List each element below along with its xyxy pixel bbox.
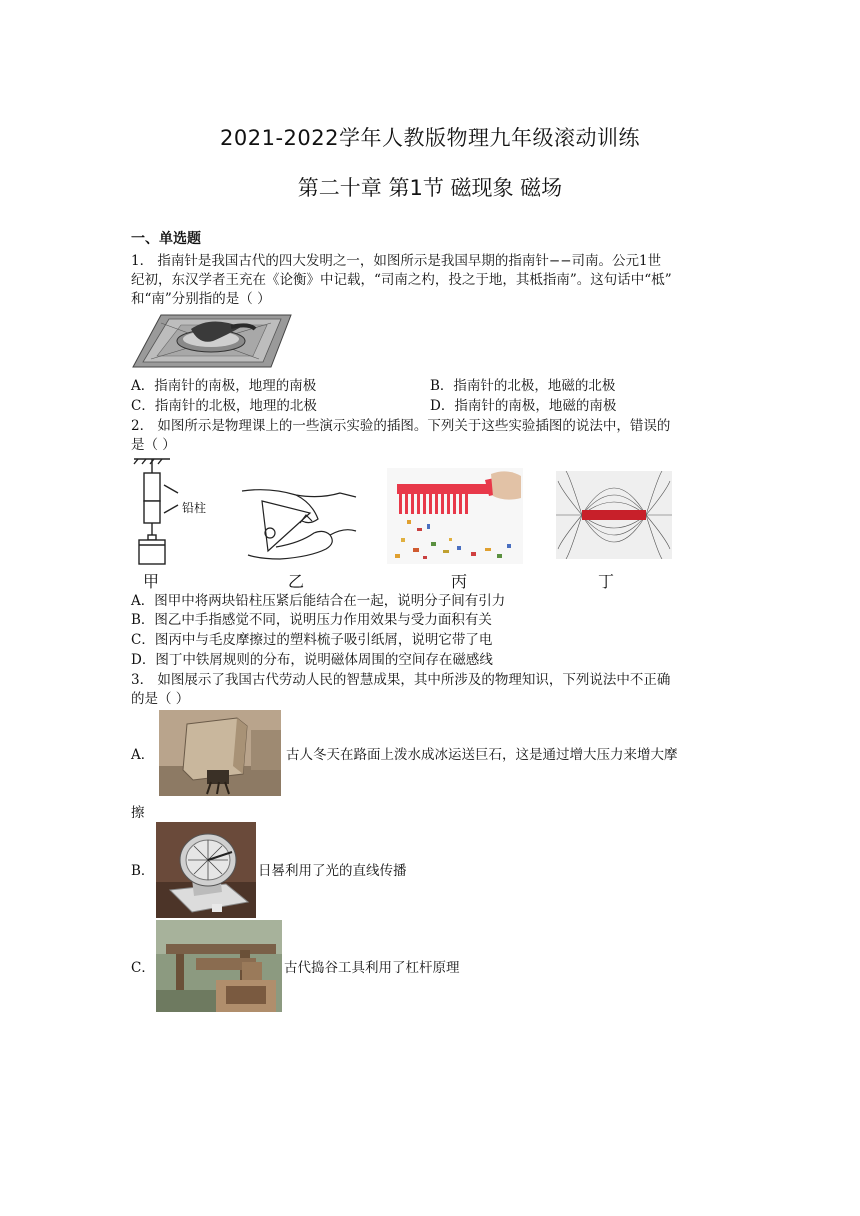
figure-caption-jia: 甲: [143, 572, 160, 591]
q1-line-1: 1． 指南针是我国古代的四大发明之一，如图所示是我国早期的指南针−−司南。公元1世: [131, 253, 662, 269]
q3-option-c-label[interactable]: C．: [131, 960, 155, 976]
figure-caption-ding: 丁: [598, 572, 615, 591]
comb-paper-figure: [387, 468, 523, 564]
hand-triangle-figure: [240, 485, 358, 565]
magnet-iron-filings-figure: [556, 471, 672, 559]
q3-option-b-label[interactable]: B．: [131, 863, 155, 879]
q2-option-c[interactable]: C．图丙中与毛皮摩擦过的塑料梳子吸引纸屑，说明它带了电: [131, 632, 493, 648]
lead-cylinders-figure: [128, 455, 228, 570]
q2-line-2: 是（ ）: [131, 437, 176, 453]
document-subtitle: 第二十章 第1节 磁现象 磁场: [297, 176, 563, 200]
q2-option-b[interactable]: B．图乙中手指感觉不同，说明压力作用效果与受力面积有关: [131, 612, 492, 628]
q2-option-d[interactable]: D．图丁中铁屑规则的分布，说明磁体周围的空间存在磁感线: [131, 652, 493, 668]
q1-line-3: 和“南”分别指的是（ ）: [131, 291, 271, 307]
q1-option-d[interactable]: D．指南针的南极，地磁的南极: [430, 398, 617, 414]
q3-option-a-continued: 擦: [131, 805, 145, 821]
q3-option-c-text[interactable]: 古代捣谷工具利用了杠杆原理: [284, 960, 460, 976]
sinan-compass-image: [131, 309, 293, 371]
q1-option-b[interactable]: B．指南针的北极，地磁的北极: [430, 378, 616, 394]
q3-option-b-text[interactable]: 日晷利用了光的直线传播: [258, 863, 407, 879]
q1-option-a[interactable]: A．指南针的南极，地理的南极: [131, 378, 317, 394]
figure-caption-bing: 丙: [451, 572, 468, 591]
q3-option-a-label[interactable]: A．: [131, 747, 155, 763]
q3-line-1: 3． 如图展示了我国古代劳动人民的智慧成果，其中所涉及的物理知识，下列说法中不正确: [131, 672, 671, 688]
stone-on-ice-photo: [159, 710, 281, 796]
q3-line-2: 的是（ ）: [131, 691, 190, 707]
q1-option-c[interactable]: C．指南针的北极，地理的北极: [131, 398, 317, 414]
grain-pounder-photo: [156, 920, 282, 1012]
lead-cylinder-label: 铅柱: [182, 501, 207, 515]
q1-line-2: 纪初，东汉学者王充在《论衡》中记载，“司南之杓，投之于地，其柢指南”。这句话中“柢”: [131, 272, 672, 288]
q2-option-a[interactable]: A．图甲中将两块铅柱压紧后能结合在一起，说明分子间有引力: [131, 593, 506, 609]
figure-caption-yi: 乙: [288, 572, 305, 591]
q3-option-a-text[interactable]: 古人冬天在路面上泼水成冰运送巨石，这是通过增大压力来增大摩: [286, 747, 678, 763]
section-heading: 一、单选题: [131, 231, 201, 247]
sundial-photo: [156, 822, 256, 918]
q2-line-1: 2． 如图所示是物理课上的一些演示实验的插图。下列关于这些实验插图的说法中，错误的: [131, 418, 671, 434]
document-title: 2021-2022学年人教版物理九年级滚动训练: [220, 126, 640, 150]
